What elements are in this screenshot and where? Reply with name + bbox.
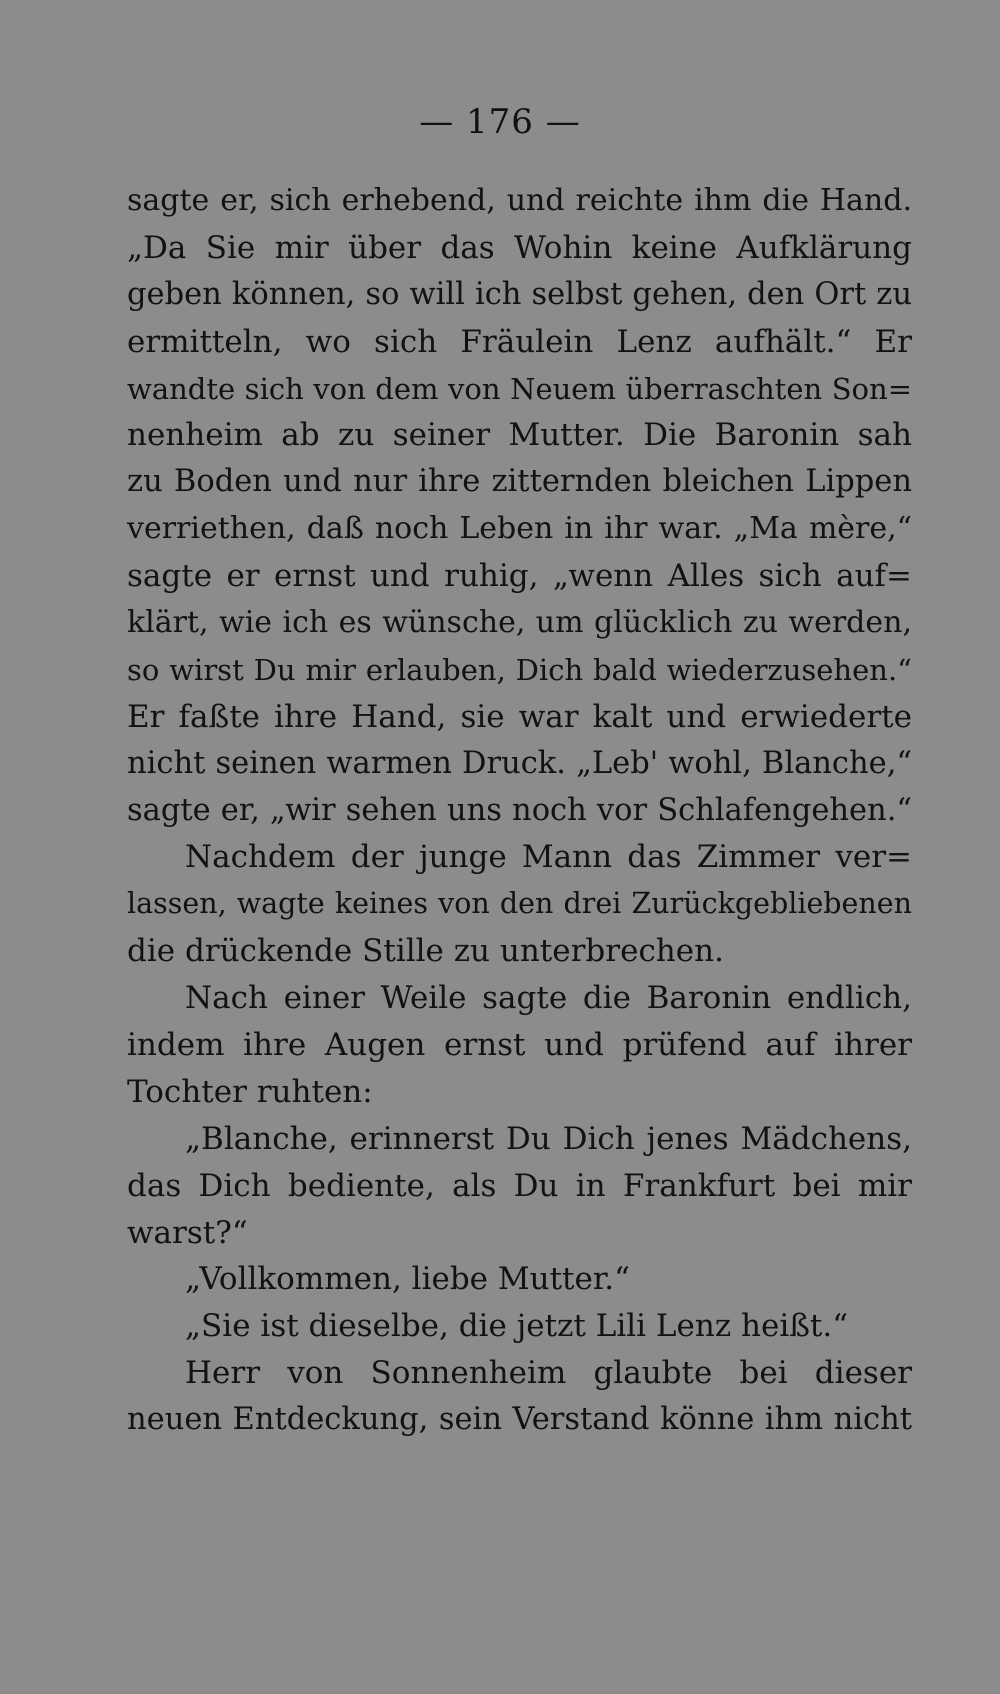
- text-line: Nachdem der junge Mann das Zimmer ver=: [185, 839, 912, 876]
- text-line: Tochter ruhten:: [127, 1073, 373, 1110]
- text-line: „Da Sie mir über das Wohin keine Aufklärung: [127, 229, 912, 266]
- page-number: — 176 —: [419, 102, 581, 142]
- text-line: verriethen, daß noch Leben in ihr war. „Ma mère,“: [127, 511, 912, 547]
- text-line: warst?“: [127, 1214, 248, 1251]
- text-line: „Sie ist dieselbe, die jetzt Lili Lenz heißt.“: [185, 1308, 849, 1345]
- text-line: geben können, so will ich selbst gehen, den Ort zu: [127, 276, 912, 312]
- text-line: sagte er ernst und ruhig, „wenn Alles sich auf=: [127, 558, 912, 595]
- text-line: Er faßte ihre Hand, sie war kalt und erwiederte: [127, 698, 912, 735]
- text-line: nenheim ab zu seiner Mutter. Die Baronin sah: [127, 417, 912, 454]
- text-line: ermitteln, wo sich Fräulein Lenz aufhält.“ Er: [127, 323, 912, 360]
- text-line: „Blanche, erinnerst Du Dich jenes Mädchens,: [185, 1120, 912, 1157]
- text-line: klärt, wie ich es wünsche, um glücklich zu werden,: [127, 605, 912, 641]
- text-line: so wirst Du mir erlauben, Dich bald wiederzusehen.“: [127, 652, 912, 687]
- body-text: [127, 178, 912, 1444]
- text-line: das Dich bediente, als Du in Frankfurt bei mir: [127, 1167, 912, 1204]
- text-line: nicht seinen warmen Druck. „Leb' wohl, Blanche,“: [127, 745, 912, 781]
- text-line: sagte er, sich erhebend, und reichte ihm die Hand.: [127, 183, 912, 218]
- text-line: zu Boden und nur ihre zitternden bleichen Lippen: [127, 464, 912, 500]
- text-line: indem ihre Augen ernst und prüfend auf ihrer: [127, 1027, 912, 1064]
- text-line: Herr von Sonnenheim glaubte bei dieser: [185, 1355, 912, 1392]
- text-line: wandte sich von dem von Neuem überraschten Son=: [127, 371, 912, 406]
- text-line: die drückende Stille zu unterbrechen.: [127, 933, 724, 970]
- text-line: neuen Entdeckung, sein Verstand könne ihm nicht: [127, 1402, 912, 1438]
- text-line: Nach einer Weile sagte die Baronin endlich,: [185, 980, 912, 1017]
- text-line: lassen, wagte keines von den drei Zurückgebliebenen: [127, 887, 912, 921]
- text-line: sagte er, „wir sehen uns noch vor Schlafengehen.“: [127, 792, 912, 828]
- text-line: „Vollkommen, liebe Mutter.“: [185, 1261, 630, 1298]
